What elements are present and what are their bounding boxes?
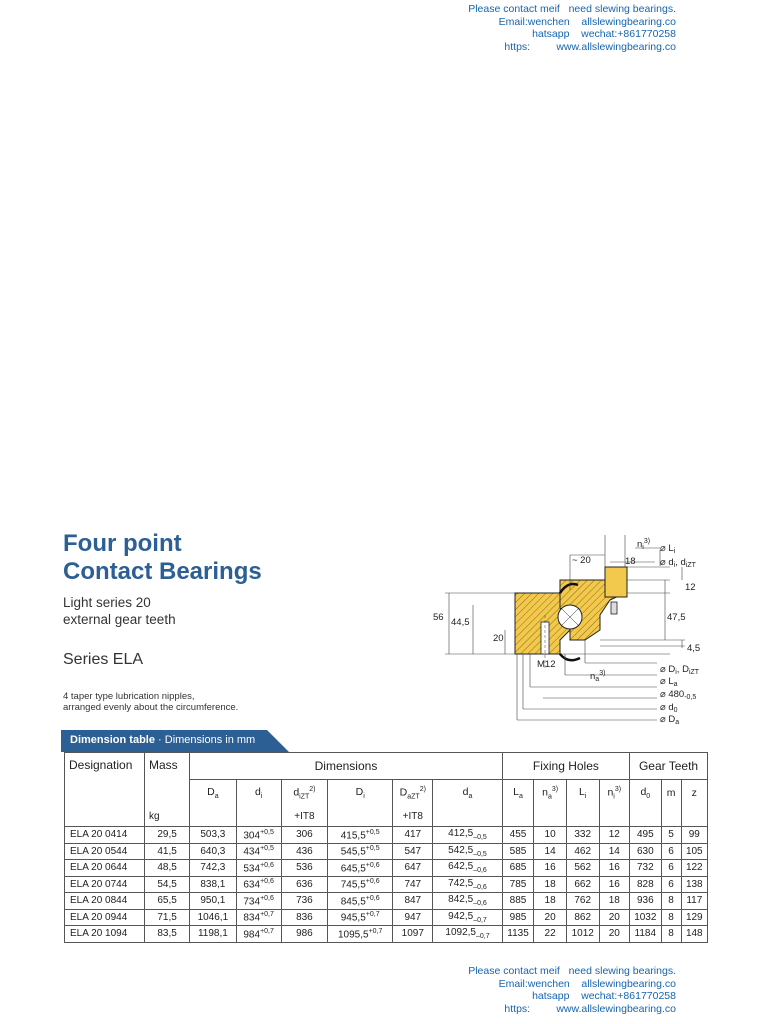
- col-diZT: $d_{iZT}^{2)}$: [281, 780, 327, 807]
- table-cell: 332: [566, 827, 599, 844]
- dim-56: 56: [433, 612, 444, 623]
- table-cell: 117: [681, 893, 707, 910]
- dim-20: 20: [493, 633, 504, 644]
- table-cell: 636: [281, 876, 327, 893]
- table-cell: 6: [661, 876, 681, 893]
- table-cell: $304^{+0,5}$: [236, 827, 281, 844]
- table-cell: $645,5^{+0,6}$: [328, 860, 393, 877]
- table-cell: 436: [281, 843, 327, 860]
- table-cell: 747: [393, 876, 433, 893]
- dim-47-5: 47,5: [667, 612, 686, 623]
- table-cell: 6: [661, 860, 681, 877]
- dim-approx-20: ~ 20: [572, 555, 591, 566]
- table-cell: $745,5^{+0,6}$: [328, 876, 393, 893]
- table-cell: 838,1: [190, 876, 236, 893]
- contact-watermark-bottom: [468, 965, 676, 1015]
- table-row: [65, 926, 708, 943]
- title-line: Contact Bearings: [63, 558, 262, 585]
- table-cell: 985: [502, 909, 534, 926]
- table-cell: $734^{+0,6}$: [236, 893, 281, 910]
- table-cell: $942,5_{-0,7}$: [433, 909, 502, 926]
- table-row: [65, 909, 708, 926]
- table-cell: 48,5: [144, 860, 189, 877]
- table-cell: 885: [502, 893, 534, 910]
- table-cell: $415,5^{+0,5}$: [328, 827, 393, 844]
- table-cell: $834^{+0,7}$: [236, 909, 281, 926]
- bearing-cross-section-drawing: [425, 530, 715, 730]
- table-cell: 736: [281, 893, 327, 910]
- group-gear-teeth: Gear Teeth: [630, 753, 708, 780]
- table-cell: 65,5: [144, 893, 189, 910]
- table-cell: 20: [599, 909, 630, 926]
- table-cell: $842,5_{-0,6}$: [433, 893, 502, 910]
- table-cell: 54,5: [144, 876, 189, 893]
- contact-line: hatsapp wechat:+861770258: [532, 990, 676, 1002]
- ni-footnote: 3): [643, 538, 651, 545]
- table-cell: $984^{+0,7}$: [236, 926, 281, 943]
- table-cell: 99: [681, 827, 707, 844]
- svg-text:⌀ di, diZT: ⌀ $d_i$, $d_{iZT}$: [660, 557, 696, 569]
- table-cell: 1046,1: [190, 909, 236, 926]
- table-cell: ELA 20 0544: [65, 843, 145, 860]
- dim-480: 480: [668, 689, 685, 700]
- table-cell: 8: [661, 893, 681, 910]
- subtitle-line: Light series 20: [63, 595, 151, 610]
- dim-44-5: 44,5: [451, 617, 470, 628]
- table-cell: 536: [281, 860, 327, 877]
- dim-4-5: 4,5: [687, 643, 701, 654]
- svg-text:ni3): $n_i^{3)}$: [637, 538, 651, 551]
- svg-text:⌀ La: ⌀ $L_a$: [660, 676, 678, 688]
- table-cell: $534^{+0,6}$: [236, 860, 281, 877]
- svg-text:⌀ d0: ⌀ $d_0$: [660, 702, 678, 714]
- table-cell: 947: [393, 909, 433, 926]
- col-ni: $n_i^{3)}$: [599, 780, 630, 807]
- table-cell: 41,5: [144, 843, 189, 860]
- na-footnote: 3): [599, 670, 606, 677]
- dim-480-tol: -0,5: [684, 694, 697, 701]
- table-cell: 828: [630, 876, 662, 893]
- table-cell: 8: [661, 926, 681, 943]
- svg-text:⌀ Li: ⌀ $L_i$: [660, 543, 676, 555]
- dimension-table: [64, 752, 708, 943]
- table-cell: 16: [534, 860, 567, 877]
- svg-text:⌀ Di, DiZT: ⌀ $D_i$, $D_{iZT}$: [660, 664, 700, 676]
- svg-text:na3): $n_a^{3)}$: [590, 670, 606, 683]
- contact-watermark-top: [468, 3, 676, 53]
- table-cell: ELA 20 0944: [65, 909, 145, 926]
- table-cell: 1184: [630, 926, 662, 943]
- table-cell: ELA 20 0414: [65, 827, 145, 844]
- svg-text:⌀ Da: ⌀ $D_a$: [660, 714, 680, 726]
- mass-unit: kg: [144, 806, 189, 827]
- diZT-tolerance: +IT8: [281, 806, 327, 827]
- table-cell: 950,1: [190, 893, 236, 910]
- table-cell: ELA 20 0744: [65, 876, 145, 893]
- table-cell: 762: [566, 893, 599, 910]
- DaZT-tolerance: +IT8: [393, 806, 433, 827]
- col-mass: Mass: [144, 753, 189, 807]
- table-cell: 462: [566, 843, 599, 860]
- table-cell: 22: [534, 926, 567, 943]
- contact-line: Please contact meif need slewing bearings.: [468, 965, 676, 977]
- table-cell: 662: [566, 876, 599, 893]
- table-cell: 12: [599, 827, 630, 844]
- col-m: m: [661, 780, 681, 807]
- contact-line: Email:wenchen allslewingbearing.co: [498, 977, 676, 990]
- table-cell: 14: [534, 843, 567, 860]
- table-cell: ELA 20 0644: [65, 860, 145, 877]
- subtitle: [63, 594, 176, 628]
- table-cell: $642,5_{-0,6}$: [433, 860, 502, 877]
- group-dimensions: Dimensions: [190, 753, 503, 780]
- table-cell: 5: [661, 827, 681, 844]
- table-cell: $945,5^{+0,7}$: [328, 909, 393, 926]
- table-cell: 71,5: [144, 909, 189, 926]
- table-cell: 495: [630, 827, 662, 844]
- col-DaZT: $D_{aZT}^{2)}$: [393, 780, 433, 807]
- dim-12: 12: [685, 582, 696, 593]
- lubrication-note: [63, 691, 238, 713]
- col-designation: Designation: [65, 753, 145, 827]
- table-row: [65, 843, 708, 860]
- table-cell: 6: [661, 843, 681, 860]
- table-cell: 83,5: [144, 926, 189, 943]
- table-cell: 29,5: [144, 827, 189, 844]
- table-cell: 1198,1: [190, 926, 236, 943]
- table-row: [65, 827, 708, 844]
- col-La: $L_a$: [502, 780, 534, 807]
- bolt-size-m12: M12: [537, 659, 556, 670]
- table-cell: ELA 20 0844: [65, 893, 145, 910]
- group-fixing-holes: Fixing Holes: [502, 753, 629, 780]
- col-d0: $d_0$: [630, 780, 662, 807]
- table-cell: 1012: [566, 926, 599, 943]
- page-title: [63, 530, 262, 586]
- table-cell: 1032: [630, 909, 662, 926]
- table-cell: 18: [534, 876, 567, 893]
- note-line: 4 taper type lubrication nipples,: [63, 691, 195, 702]
- col-da: $d_a$: [433, 780, 502, 807]
- title-line: Four point: [63, 530, 182, 557]
- contact-line: Email:wenchen allslewingbearing.co: [498, 15, 676, 28]
- table-cell: 10: [534, 827, 567, 844]
- table-cell: $845,5^{+0,6}$: [328, 893, 393, 910]
- table-cell: 585: [502, 843, 534, 860]
- contact-line: https: www.allslewingbearing.co: [504, 40, 676, 53]
- col-Da: $D_a$: [190, 780, 236, 807]
- table-cell: ELA 20 1094: [65, 926, 145, 943]
- table-cell: 562: [566, 860, 599, 877]
- table-cell: $742,5_{-0,6}$: [433, 876, 502, 893]
- table-cell: 647: [393, 860, 433, 877]
- table-cell: 1097: [393, 926, 433, 943]
- table-cell: $545,5^{+0,5}$: [328, 843, 393, 860]
- table-cell: 8: [661, 909, 681, 926]
- table-cell: 20: [534, 909, 567, 926]
- table-cell: 862: [566, 909, 599, 926]
- col-na: $n_a^{3)}$: [534, 780, 567, 807]
- contact-line: https: www.allslewingbearing.co: [504, 1002, 676, 1015]
- dimension-table-label: Dimension table: [70, 734, 155, 746]
- table-cell: 18: [534, 893, 567, 910]
- table-row: [65, 860, 708, 877]
- table-cell: 455: [502, 827, 534, 844]
- table-cell: $412,5_{-0,5}$: [433, 827, 502, 844]
- note-line: arranged evenly about the circumference.: [63, 702, 239, 713]
- table-row: [65, 893, 708, 910]
- col-di: $d_i$: [236, 780, 281, 807]
- table-cell: 16: [599, 860, 630, 877]
- col-z: z: [681, 780, 707, 807]
- table-cell: 847: [393, 893, 433, 910]
- table-cell: 306: [281, 827, 327, 844]
- dimensions-unit-label: · Dimensions in mm: [154, 734, 256, 746]
- table-cell: 685: [502, 860, 534, 877]
- table-row: [65, 876, 708, 893]
- table-cell: 742,3: [190, 860, 236, 877]
- table-cell: 836: [281, 909, 327, 926]
- contact-line: Please contact meif need slewing bearings.: [468, 3, 676, 15]
- table-cell: 20: [599, 926, 630, 943]
- col-Li: $L_i$: [566, 780, 599, 807]
- table-cell: $434^{+0,5}$: [236, 843, 281, 860]
- table-cell: 138: [681, 876, 707, 893]
- table-cell: 1135: [502, 926, 534, 943]
- col-Di: $D_i$: [328, 780, 393, 807]
- contact-line: hatsapp wechat:+861770258: [532, 28, 676, 40]
- table-cell: 14: [599, 843, 630, 860]
- table-cell: 640,3: [190, 843, 236, 860]
- table-cell: 630: [630, 843, 662, 860]
- table-cell: 986: [281, 926, 327, 943]
- series-heading: Series ELA: [63, 651, 144, 668]
- table-cell: 148: [681, 926, 707, 943]
- table-cell: 417: [393, 827, 433, 844]
- table-cell: 785: [502, 876, 534, 893]
- dimension-table-tab: [61, 730, 289, 752]
- table-cell: $542,5_{-0,5}$: [433, 843, 502, 860]
- table-cell: 547: [393, 843, 433, 860]
- table-cell: 122: [681, 860, 707, 877]
- table-cell: 936: [630, 893, 662, 910]
- table-cell: 105: [681, 843, 707, 860]
- table-cell: $1092,5_{-0,7}$: [433, 926, 502, 943]
- table-cell: 18: [599, 893, 630, 910]
- table-cell: $1095,5^{+0,7}$: [328, 926, 393, 943]
- table-cell: 503,3: [190, 827, 236, 844]
- svg-text:⌀ 480-0,5: ⌀ $480_{-0,5}$: [660, 689, 697, 701]
- table-cell: 732: [630, 860, 662, 877]
- table-cell: 129: [681, 909, 707, 926]
- subtitle-line: external gear teeth: [63, 612, 176, 627]
- dim-18: 18: [625, 556, 636, 567]
- table-cell: $634^{+0,6}$: [236, 876, 281, 893]
- table-cell: 16: [599, 876, 630, 893]
